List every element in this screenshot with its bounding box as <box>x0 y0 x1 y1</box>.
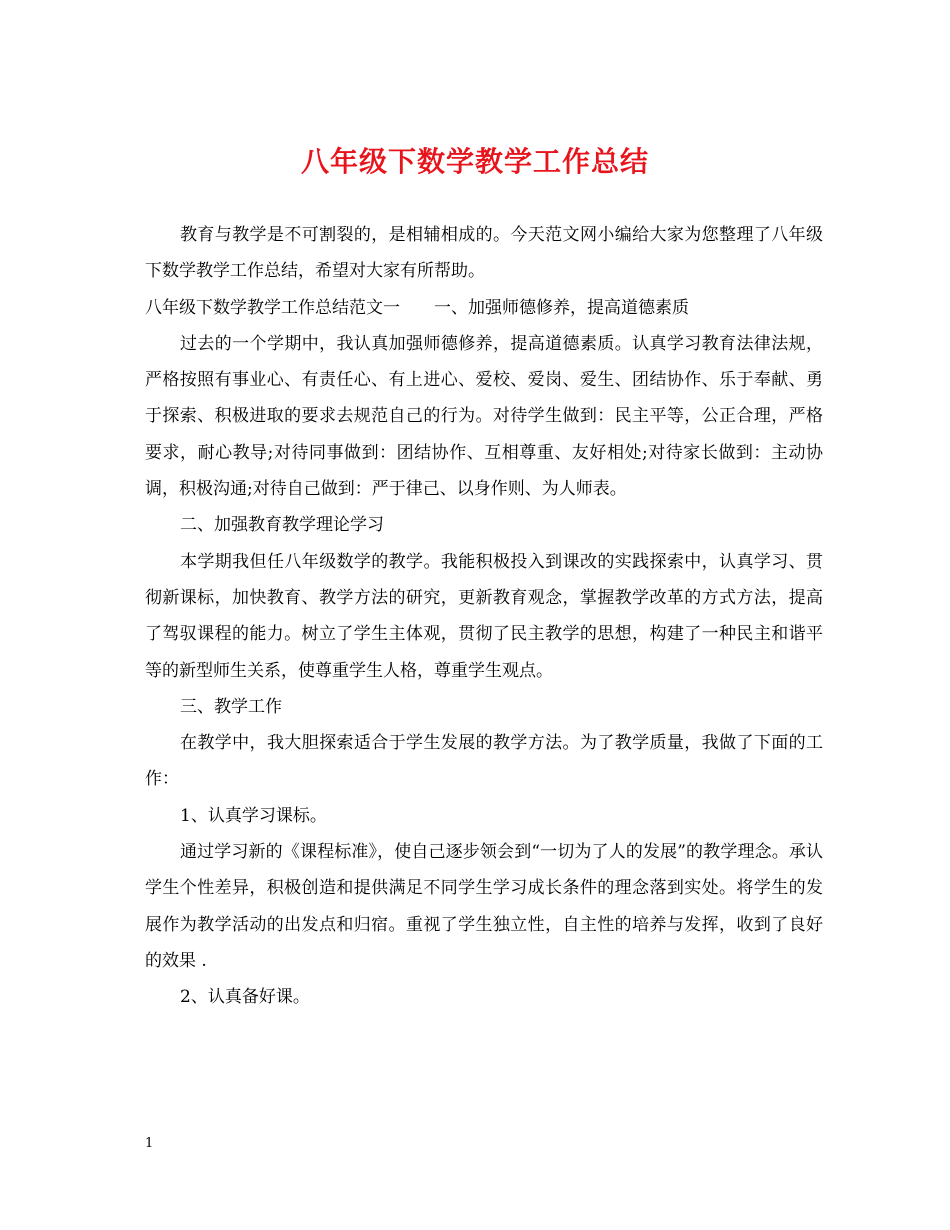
paragraph-teaching-work: 在教学中，我大胆探索适合于学生发展的教学方法。为了教学质量，我做了下面的工作： <box>145 733 823 790</box>
document-title: 八年级下数学教学工作总结 <box>300 145 649 178</box>
document-body <box>145 217 823 1016</box>
heading-theory-study: 二、加强教育教学理论学习 <box>180 515 384 536</box>
subheading-right: 一、加强师德修养，提高道德素质 <box>434 297 689 318</box>
subheading-left: 八年级下数学教学工作总结范文一 <box>145 297 400 318</box>
intro-paragraph: 教育与教学是不可割裂的，是相辅相成的。今天范文网小编给大家为您整理了八年级下数学教学工作总结，希望对大家有所帮助。 <box>145 225 823 282</box>
list-item-curriculum: 1、认真学习课标。 <box>180 805 327 826</box>
list-item-lesson-prep: 2、认真备好课。 <box>180 987 310 1008</box>
paragraph-theory-study: 本学期我但任八年级数学的教学。我能积极投入到课改的实践探索中，认真学习、贯彻新课标，加快教育、教学方法的研究，更新教育观念，掌握教学改革的方式方法，提高了驾驭课程的能力。树立了学生主体观，贯彻了民主教学的思想，构建了一种民主和谐平等的新型师生关系，使尊重学生人格，尊重学生观点。 <box>145 551 823 681</box>
heading-teaching-work: 三、教学工作 <box>180 696 282 717</box>
page-number: 1 <box>145 1136 154 1151</box>
paragraph-curriculum: 通过学习新的《课程标准》，使自己逐步领会到“一切为了人的发展”的教学理念。承认学生个性差异，积极创造和提供满足不同学生学习成长条件的理念落到实处。将学生的发展作为教学活动的出发点和归宿。重视了学生独立性，自主性的培养与发挥，收到了良好的效果 . <box>145 842 823 971</box>
paragraph-ethics: 过去的一个学期中，我认真加强师德修养，提高道德素质。认真学习教育法律法规，严格按照有事业心、有责任心、有上进心、爱校、爱岗、爱生、团结协作、乐于奉献、勇于探索、积极进取的要求去规范自己的行为。对待学生做到：民主平等，公正合理，严格要求，耐心教导;对待同事做到：团结协作、互相尊重、友好相处;对待家长做到：主动协调，积极沟通;对待自己做到：严于律己、以身作则、为人师表。 <box>145 333 823 500</box>
subheading-line <box>145 290 823 326</box>
